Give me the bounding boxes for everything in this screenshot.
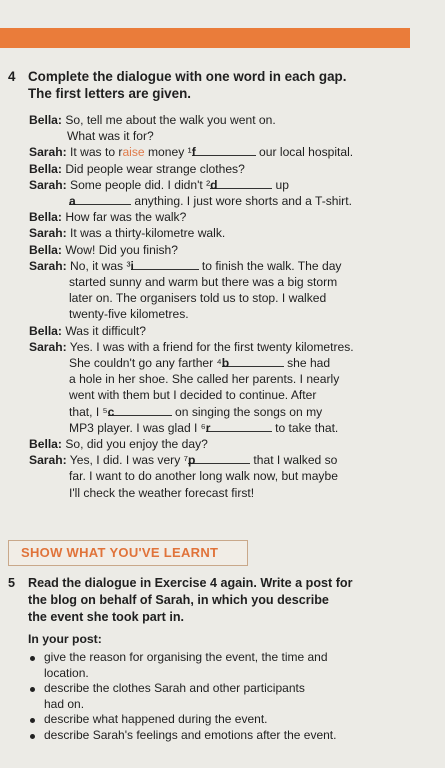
answer-gap-2b[interactable]: a bbox=[69, 193, 131, 205]
dialogue-text: our local hospital. bbox=[255, 145, 354, 160]
show-what-youve-learnt-banner bbox=[8, 540, 248, 566]
banner-title: SHOW WHAT YOU'VE LEARNT bbox=[21, 545, 219, 560]
speaker-label: Bella: bbox=[29, 323, 62, 338]
speaker-label: Bella: bbox=[29, 242, 62, 257]
speaker-label: Bella: bbox=[29, 113, 62, 127]
dialogue-turn-bella bbox=[29, 323, 429, 339]
dialogue-line: Wow! Did you finish? bbox=[65, 242, 179, 257]
gap-number: ¹ bbox=[187, 145, 192, 160]
answer-gap-6[interactable]: r bbox=[206, 420, 272, 432]
dialogue-turn-sarah bbox=[29, 177, 429, 209]
dialogue-turn-sarah bbox=[29, 339, 429, 436]
dialogue-line: I'll check the weather forecast first! bbox=[69, 485, 255, 500]
exercise-title-line1: Complete the dialogue with one word in each gap. bbox=[28, 69, 347, 84]
speaker-label: Sarah: bbox=[29, 339, 67, 354]
dialogue-line-continued bbox=[29, 193, 429, 209]
dialogue-text: to finish the walk. The day bbox=[198, 258, 342, 273]
dialogue-text: that, I bbox=[69, 404, 103, 419]
dialogue-text: No, it was bbox=[70, 258, 127, 273]
exercise-text-line1: Read the dialogue in Exercise 4 again. Write a post for bbox=[28, 576, 353, 590]
dialogue-line-continued bbox=[29, 420, 429, 436]
answer-gap-1[interactable]: f bbox=[192, 144, 256, 156]
list-item-text: location. bbox=[44, 665, 89, 680]
dialogue-line: later on. The organisers told us to stop. I walked bbox=[69, 291, 327, 306]
dialogue-turn-bella bbox=[29, 242, 429, 258]
list-item-text: give the reason for organising the event, the time and bbox=[44, 650, 328, 664]
gap-number: ⁶ bbox=[200, 420, 206, 435]
gap-hint-text: aise bbox=[122, 145, 145, 160]
answer-gap-4[interactable]: b bbox=[222, 355, 284, 367]
speaker-label: Sarah: bbox=[29, 453, 67, 468]
answer-gap-5[interactable]: c bbox=[108, 404, 172, 416]
post-requirements-list bbox=[28, 650, 428, 744]
dialogue-line: Did people wear strange clothes? bbox=[65, 161, 245, 176]
dialogue-text: up bbox=[272, 177, 289, 192]
exercise-number: 5 bbox=[8, 576, 16, 590]
speaker-label: Sarah: bbox=[29, 145, 67, 160]
list-item-text: describe what happened during the event. bbox=[44, 712, 268, 727]
exercise-title-line2: The first letters are given. bbox=[28, 86, 191, 101]
speaker-label: Sarah: bbox=[29, 226, 67, 241]
answer-gap-2a[interactable]: d bbox=[210, 177, 272, 189]
dialogue-text: to take that. bbox=[271, 420, 339, 435]
dialogue bbox=[29, 112, 429, 501]
gap-number: ⁴ bbox=[216, 356, 222, 371]
dialogue-text: She couldn't go any farther bbox=[69, 356, 217, 371]
dialogue-text: Some people did. I didn't bbox=[70, 177, 207, 192]
dialogue-text: that I walked so bbox=[250, 453, 338, 468]
dialogue-line: It was a thirty-kilometre walk. bbox=[70, 226, 226, 241]
answer-gap-3[interactable]: i bbox=[131, 258, 199, 270]
dialogue-line: Yes. I was with a friend for the first twenty kilometres. bbox=[69, 339, 354, 354]
dialogue-text: on singing the songs on my bbox=[171, 404, 323, 419]
exercise-5-instructions bbox=[8, 575, 428, 625]
dialogue-turn-bella bbox=[29, 161, 429, 177]
dialogue-line: So, did you enjoy the day? bbox=[65, 437, 208, 452]
dialogue-line-continued bbox=[29, 404, 429, 420]
dialogue-turn-bella bbox=[29, 436, 429, 452]
dialogue-line: started sunny and warm but there was a big storm bbox=[69, 275, 338, 290]
dialogue-turn-sarah bbox=[29, 258, 429, 323]
dialogue-text: It was to r bbox=[70, 145, 123, 160]
dialogue-turn-bella bbox=[29, 209, 429, 225]
dialogue-line: a hole in her shoe. She called her parents. I nearly bbox=[69, 372, 340, 387]
list-item bbox=[28, 712, 428, 728]
dialogue-text: she had bbox=[283, 356, 331, 371]
gap-number: ⁷ bbox=[183, 453, 189, 468]
header-color-band bbox=[0, 28, 410, 48]
dialogue-text: Yes, I did. I was very bbox=[69, 453, 184, 468]
dialogue-text: MP3 player. I was glad I bbox=[69, 420, 201, 435]
gap-number: ³ bbox=[126, 258, 131, 273]
dialogue-line: Was it difficult? bbox=[65, 323, 146, 338]
list-item bbox=[28, 681, 428, 712]
dialogue-turn-sarah bbox=[29, 452, 429, 501]
answer-gap-7[interactable]: p bbox=[188, 452, 250, 464]
gap-number: ² bbox=[206, 177, 211, 192]
dialogue-line: far. I want to do another long walk now, but maybe bbox=[69, 469, 338, 484]
list-item bbox=[28, 650, 428, 681]
exercise-text-line3: the event she took part in. bbox=[28, 609, 185, 624]
dialogue-turn-sarah bbox=[29, 144, 429, 160]
dialogue-text: anything. I just wore shorts and a T-shirt. bbox=[131, 194, 352, 209]
speaker-label: Sarah: bbox=[29, 258, 67, 273]
exercise-number: 4 bbox=[8, 69, 16, 84]
list-item-text: describe the clothes Sarah and other participants bbox=[44, 681, 305, 696]
exercise-text-line2: the blog on behalf of Sarah, in which you describe bbox=[28, 592, 329, 607]
speaker-label: Bella: bbox=[29, 161, 62, 176]
dialogue-turn-sarah bbox=[29, 225, 429, 241]
list-item-text: had on. bbox=[44, 696, 85, 711]
list-item-text: describe Sarah's feelings and emotions after the event. bbox=[44, 727, 337, 742]
gap-number: ⁵ bbox=[102, 404, 108, 419]
dialogue-line-continued bbox=[29, 355, 429, 371]
list-item bbox=[28, 728, 428, 744]
dialogue-line: went with them but I decided to continue. After bbox=[69, 388, 317, 403]
dialogue-turn-bella bbox=[29, 112, 429, 144]
speaker-label: Sarah: bbox=[29, 177, 67, 192]
dialogue-line: So, tell me about the walk you went on. bbox=[65, 113, 276, 127]
dialogue-line: How far was the walk? bbox=[65, 210, 187, 225]
dialogue-line: What was it for? bbox=[67, 129, 154, 144]
post-heading: In your post: bbox=[28, 632, 102, 646]
dialogue-line: twenty-five kilometres. bbox=[69, 307, 189, 322]
dialogue-text: money bbox=[144, 145, 188, 160]
exercise-4-instructions bbox=[8, 68, 428, 102]
speaker-label: Bella: bbox=[29, 437, 62, 452]
speaker-label: Bella: bbox=[29, 210, 62, 225]
